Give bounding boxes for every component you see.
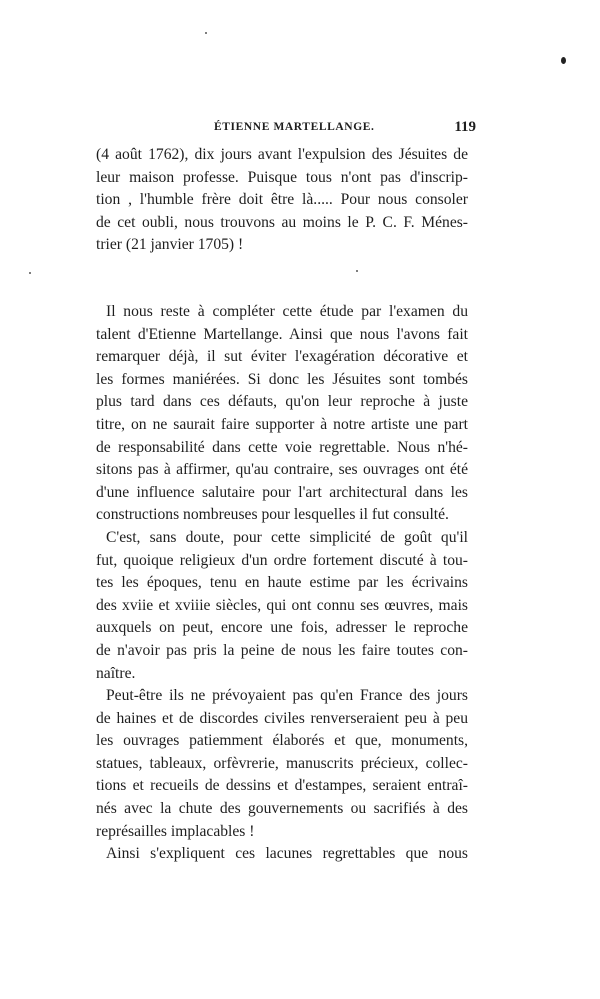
ink-spot bbox=[561, 57, 566, 64]
running-title: ÉTIENNE MARTELLANGE. bbox=[214, 121, 375, 133]
page-header bbox=[96, 119, 476, 139]
text-line: les ouvrages patiemment élaborés et que, monuments, bbox=[96, 732, 468, 750]
text-line: de n'avoir pas pris la peine de nous les faire toutes con- bbox=[96, 641, 468, 659]
text-line: nés avec la chute des gouvernements ou sacrifiés à des bbox=[96, 800, 468, 818]
text-line: fut, quoique religieux d'un ordre fortement discuté à tou- bbox=[96, 551, 468, 569]
paragraph bbox=[96, 527, 468, 685]
main-text bbox=[96, 301, 468, 866]
text-line: remarquer déjà, il sut éviter l'exagération décorative et bbox=[96, 348, 468, 366]
text-line: (4 août 1762), dix jours avant l'expulsion des Jésuites de bbox=[96, 146, 468, 163]
text-line: de cet oubli, nous trouvons au moins le P. C. F. Ménes- bbox=[96, 213, 468, 231]
text-line: constructions nombreuses pour lesquelles il fut consulté. bbox=[96, 506, 449, 524]
text-line: statues, tableaux, orfèvrerie, manuscrits précieux, collec- bbox=[96, 754, 468, 772]
paragraph bbox=[96, 843, 468, 866]
text-line: tion , l'humble frère doit être là..... Pour nous consoler bbox=[96, 191, 468, 209]
text-line: tes les époques, tenu en haute estime par les écrivains bbox=[96, 574, 468, 592]
text-line: plus tard dans ces défauts, qu'on leur reproche à juste bbox=[96, 393, 468, 411]
text-line: de haines et de discordes civiles renverseraient peu à peu bbox=[96, 709, 468, 727]
text-line: Peut-être ils ne prévoyaient pas qu'en France des jours bbox=[106, 687, 468, 705]
paragraph bbox=[96, 301, 468, 527]
paper-speck bbox=[29, 272, 31, 274]
text-line: des xviie et xviiie siècles, qui ont connu ses œuvres, mais bbox=[96, 596, 468, 614]
text-line: sitons pas à affirmer, qu'au contraire, ses ouvrages ont été bbox=[96, 461, 468, 479]
text-line: titre, on ne saurait faire supporter à notre artiste une part bbox=[96, 415, 468, 433]
text-line: tions et recueils de dessins et d'estampes, seraient entraî- bbox=[96, 777, 468, 795]
text-line: trier (21 janvier 1705) ! bbox=[96, 236, 244, 254]
text-line: talent d'Etienne Martellange. Ainsi que nous l'avons fait bbox=[96, 325, 468, 343]
text-line: naître. bbox=[96, 664, 136, 682]
text-line: de responsabilité dans cette voie regrettable. Nous n'hé- bbox=[96, 438, 468, 456]
paper-speck bbox=[205, 32, 207, 34]
text-line: Ainsi s'expliquent ces lacunes regrettables que nous bbox=[106, 845, 468, 863]
text-line: les formes maniérées. Si donc les Jésuites sont tombés bbox=[96, 370, 468, 388]
text-line: leur maison professe. Puisque tous n'ont pas d'inscrip- bbox=[96, 168, 468, 186]
continued-paragraph bbox=[96, 144, 468, 257]
page-number: 119 bbox=[454, 119, 476, 135]
paper-speck bbox=[356, 270, 358, 272]
text-line: auxquels on peut, encore une fois, adresser le reproche bbox=[96, 619, 468, 637]
text-line: d'une influence salutaire pour l'art architectural dans les bbox=[96, 483, 468, 501]
paragraph bbox=[96, 685, 468, 843]
text-line: représailles implacables ! bbox=[96, 822, 255, 840]
text-line: Il nous reste à compléter cette étude par l'examen du bbox=[106, 303, 468, 320]
text-line: C'est, sans doute, pour cette simplicité de goût qu'il bbox=[106, 528, 468, 546]
